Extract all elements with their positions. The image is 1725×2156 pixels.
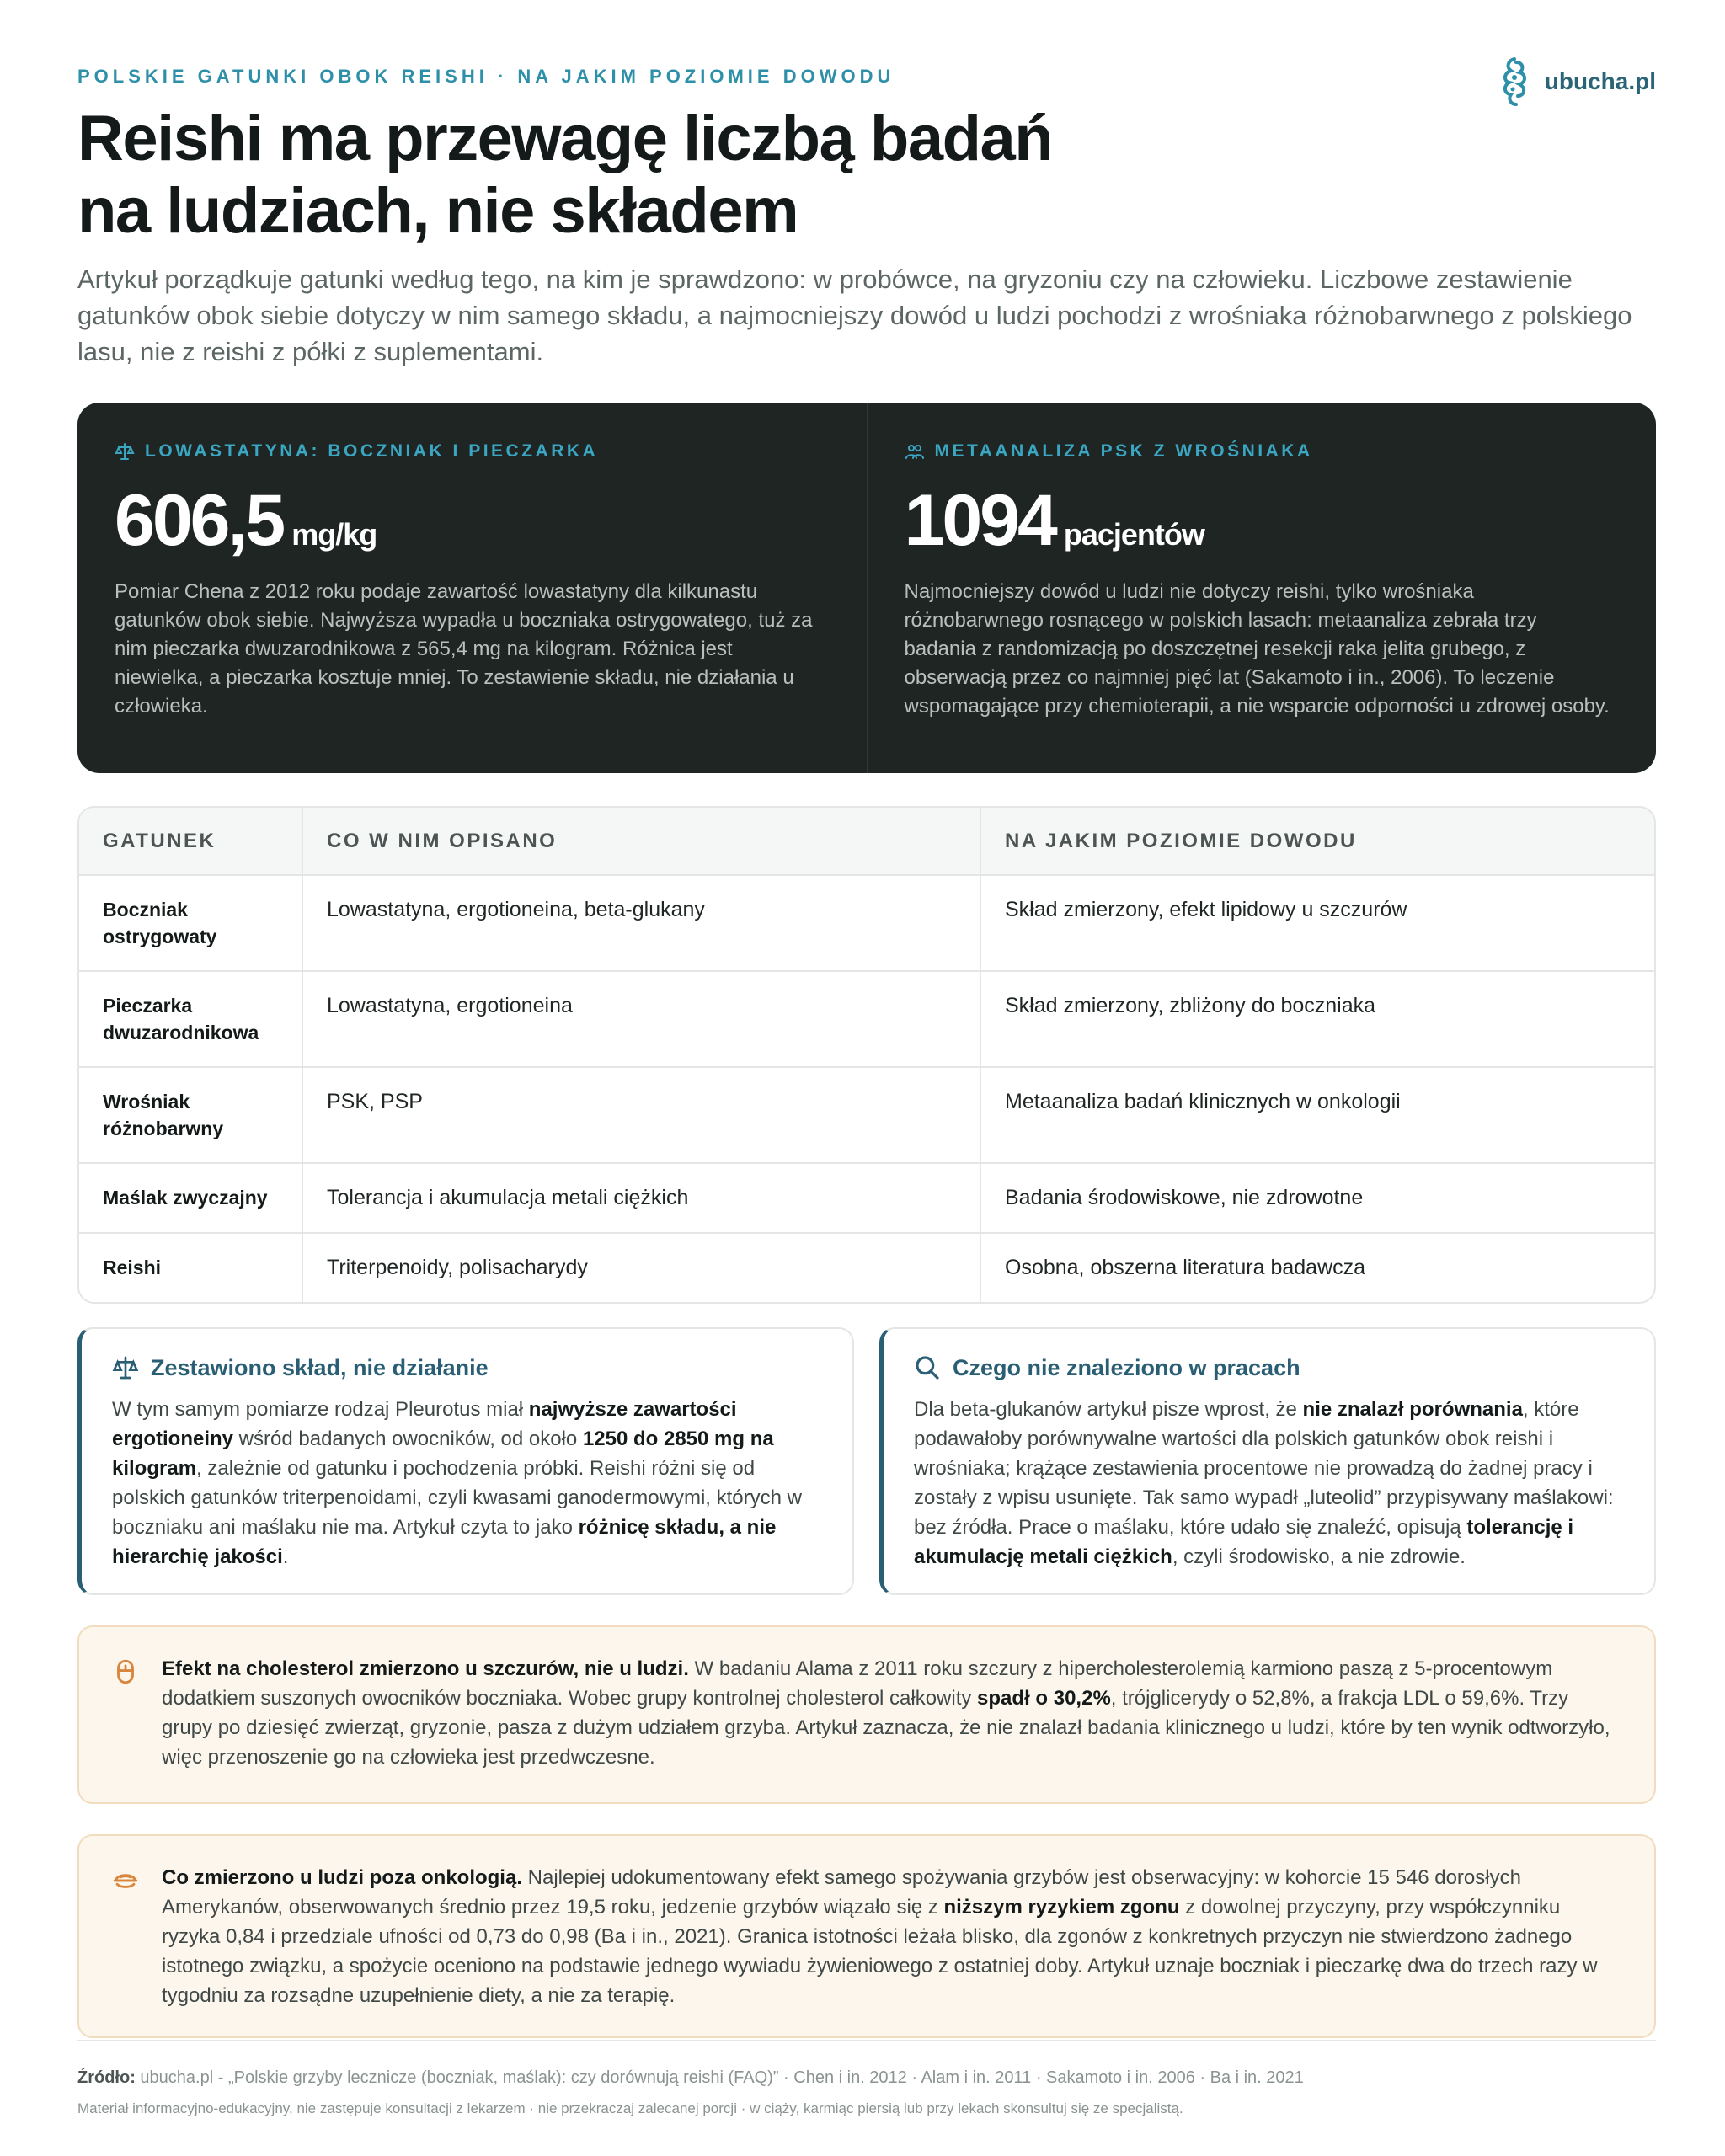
- text-run: , zależnie od gatunku i pochodzenia próbki. Reishi różni się od polskich gatunków triterpenoidami, czyli kwasami ganodermowymi, których w boczniaku ani maślaku nie ma. Artykuł czyta to jako: [112, 1457, 802, 1539]
- people-icon: [905, 441, 925, 462]
- brand-logo[interactable]: [1496, 54, 1656, 109]
- emphasis: niższym ryzykiem zgonu: [943, 1896, 1180, 1919]
- stats-panel: [77, 403, 1656, 773]
- source-line: [77, 2068, 1304, 2088]
- note-body: [162, 1863, 1617, 2010]
- cell-species: Reishi: [79, 1233, 302, 1302]
- stat-number: 606,5: [115, 480, 284, 561]
- table-row: [79, 875, 1654, 971]
- callout-title-text: Czego nie znaleziono w pracach: [953, 1354, 1300, 1380]
- cell-described: Lowastatyna, ergotioneina: [302, 971, 980, 1067]
- scale-icon: [112, 1354, 139, 1381]
- footer-divider: [77, 2040, 1656, 2041]
- text-run: z dowolnej przyczyny, przy współczynniku ryzyka 0,84 i przedziale ufności od 0,73 do 0,98 (Ba i in., 2021). Granica istotności leżała blisko, dla zgonów z konkretnych przyczyn nie stwierdzono żadnego istotnego związku, a spożycie oceniono na podstawie jednego wywiadu żywieniowego z ostatniej doby. Artykuł uznaje boczniak i pieczarkę dwa do trzech razy w tygodniu za rozsądne uzupełnienie diety, a nie za terapię.: [162, 1896, 1598, 2007]
- table-row: [79, 971, 1654, 1067]
- stat-unit: mg/kg: [291, 517, 377, 552]
- stat-unit: pacjentów: [1063, 517, 1204, 552]
- source-text: ubucha.pl - „Polskie grzyby lecznicze (boczniak, maślak): czy dorównują reishi (FAQ)” · Chen i in. 2012 · Alam i in. 2011 · Sakamoto i in. 2006 · Ba i in. 2021: [135, 2068, 1304, 2087]
- callout-title-text: Zestawiono skład, nie działanie: [151, 1354, 489, 1380]
- note-body: [162, 1654, 1617, 1772]
- kombucha-scoby-icon: [1496, 54, 1533, 109]
- text-run: .: [282, 1545, 289, 1568]
- lead-paragraph: Artykuł porządkuje gatunki według tego, na kim je sprawdzono: w probówce, na gryzoniu czy na człowieku. Liczbowe zestawienie gatunków obok siebie dotyczy w nim samego składu, a najmocniejszy dowód u ludzi pochodzi z wrośniaka różnobarwnego z polskiego lasu, nie z reishi z półki z suplementami.: [77, 264, 1632, 366]
- text-run: , czyli środowisko, a nie zdrowie.: [1172, 1545, 1466, 1568]
- callout-body: [112, 1395, 822, 1572]
- text-run: W badaniu Alama z 2011 roku szczury z hipercholesterolemią karmiono paszą z 5‑procentowym dodatkiem suszonych owocników boczniaka. Wobec grupy kontrolnej cholesterol całkowity: [162, 1657, 1553, 1710]
- table-row: [79, 1163, 1654, 1233]
- callout-title: [112, 1354, 822, 1381]
- note-cholesterol: [77, 1625, 1656, 1804]
- cell-species: Maślak zwyczajny: [79, 1163, 302, 1233]
- callout-not-found: [879, 1327, 1656, 1595]
- emphasis: tolerancję i akumulację metali ciężkich: [914, 1516, 1574, 1568]
- cell-described: Triterpenoidy, polisacharydy: [302, 1233, 980, 1302]
- cell-species: Boczniak ostrygowaty: [103, 899, 217, 947]
- emphasis: Efekt na cholesterol zmierzono u szczurów, nie u ludzi.: [162, 1657, 689, 1680]
- emphasis: 1250 do 2850 mg na kilogram: [112, 1428, 774, 1480]
- title-line-2: na ludziach, nie składem: [77, 175, 798, 247]
- emphasis: spadł o 30,2%: [977, 1687, 1111, 1710]
- cell-described: Tolerancja i akumulacja metali ciężkich: [302, 1163, 980, 1233]
- header-evidence: NA JAKIM POZIOMIE DOWODU: [980, 808, 1654, 875]
- note-human-studies: [77, 1834, 1656, 2038]
- text-run: wśród badanych owocników, od około: [233, 1428, 583, 1450]
- mouse-icon: [111, 1657, 140, 1686]
- stat-psk: [867, 403, 1657, 773]
- species-table: [77, 806, 1656, 1304]
- emphasis: nie znalazł porównania: [1302, 1398, 1523, 1421]
- table-row: [79, 1233, 1654, 1302]
- cell-evidence: Osobna, obszerna literatura badawcza: [980, 1233, 1654, 1302]
- title-line-1: Reishi ma przewagę liczbą badań: [77, 103, 1053, 174]
- stat-label-text: LOWASTATYNA: BOCZNIAK I PIECZARKA: [145, 441, 599, 461]
- cell-evidence: Metaanaliza badań klinicznych w onkologii: [980, 1067, 1654, 1163]
- stat-description: Najmocniejszy dowód u ludzi nie dotyczy reishi, tylko wrośniaka różnobarwnego rosnącego w polskich lasach: metaanaliza zebrała trzy badania z randomizacją po doszczętnej resekcji raka jelita grubego, z obserwacją przez co najmniej pięć lat (Sakamoto i in., 2006). To leczenie wspomagające przy chemioterapii, a nie wsparcie odporności u zdrowej osoby.: [904, 580, 1610, 718]
- stat-lovastatin: [77, 403, 867, 773]
- stat-value: [905, 480, 1620, 561]
- bowl-icon: [111, 1866, 140, 1895]
- stat-description: Pomiar Chena z 2012 roku podaje zawartość lowastatyny dla kilkunastu gatunków obok siebie. Najwyższa wypadła u boczniaka ostrygowatego, tuż za nim pieczarka dwuzarodnikowa z 565,4 mg na kilogram. Różnica jest niewielka, a pieczarka kosztuje mniej. To zestawienie składu, nie działania u człowieka.: [115, 580, 813, 718]
- disclaimer: Materiał informacyjno‑edukacyjny, nie zastępuje konsultacji z lekarzem · nie przekraczaj zalecanej porcji · w ciąży, karmiąc piersią lub przy lekach skonsultuj się ze specjalistą.: [77, 2100, 1183, 2116]
- cell-species: Wrośniak różnobarwny: [79, 1067, 302, 1163]
- cell-evidence: Skład zmierzony, efekt lipidowy u szczurów: [980, 875, 1654, 971]
- logo-text: ubucha.pl: [1544, 68, 1656, 94]
- table-header-row: [79, 808, 1654, 875]
- callout-title: [914, 1354, 1624, 1381]
- scale-icon: [115, 441, 135, 462]
- callout-composition: [77, 1327, 854, 1595]
- search-icon: [914, 1354, 941, 1381]
- text-run: , które podawałoby porównywalne wartości dla polskich gatunków obok reishi i wrośniaka; krążące zestawienia procentowe nie prowadzą do żadnej pracy i zostały z wpisu usunięte. Tak samo wypadł „luteolid” przypisywany maślakowi: bez źródła. Prace o maślaku, które udało się znaleźć, opisują: [914, 1398, 1614, 1539]
- text-run: Dla beta‑glukanów artykuł pisze wprost, że: [914, 1398, 1303, 1421]
- stat-number: 1094: [904, 480, 1055, 561]
- emphasis: różnicę składu, a nie hierarchię jakości: [112, 1516, 777, 1568]
- stat-label: [905, 441, 1620, 462]
- stat-label: [115, 441, 830, 462]
- header-described: CO W NIM OPISANO: [302, 808, 980, 875]
- stat-value: [115, 480, 830, 561]
- header-species: GATUNEK: [79, 808, 302, 875]
- stat-label-text: METAANALIZA PSK Z WROŚNIAKA: [934, 441, 1313, 461]
- cell-described: Lowastatyna, ergotioneina, beta‑glukany: [302, 875, 980, 971]
- eyebrow-label: POLSKIE GATUNKI OBOK REISHI · NA JAKIM POZIOMIE DOWODU: [77, 66, 895, 87]
- cell-evidence: Badania środowiskowe, nie zdrowotne: [980, 1163, 1654, 1233]
- page-title: [77, 103, 1257, 248]
- emphasis: Co zmierzono u ludzi poza onkologią.: [162, 1866, 522, 1889]
- emphasis: najwyższe zawartości ergotioneiny: [112, 1398, 737, 1450]
- cell-described: PSK, PSP: [302, 1067, 980, 1163]
- callout-body: [914, 1395, 1624, 1572]
- text-run: , trójglicerydy o 52,8%, a frakcja LDL o 59,6%. Trzy grupy po dziesięć zwierząt, gryzonie, pasza z dużym udziałem grzyba. Artykuł zaznacza, że nie znalazł badania klinicznego u ludzi, które by ten wynik odtworzyło, więc przenoszenie go na człowieka jest przedwczesne.: [162, 1687, 1610, 1769]
- table-row: [79, 1067, 1654, 1163]
- source-label: Źródło:: [77, 2068, 136, 2087]
- text-run: W tym samym pomiarze rodzaj Pleurotus miał: [112, 1398, 529, 1421]
- cell-evidence: Skład zmierzony, zbliżony do boczniaka: [980, 971, 1654, 1067]
- text-run: Najlepiej udokumentowany efekt samego spożywania grzybów jest obserwacyjny: w kohorcie 15 546 dorosłych Amerykanów, obserwowanych średnio przez 19,5 roku, jedzenie grzybów wiązało się z: [162, 1866, 1521, 1919]
- cell-species: Pieczarka dwuzarodnikowa: [79, 971, 302, 1067]
